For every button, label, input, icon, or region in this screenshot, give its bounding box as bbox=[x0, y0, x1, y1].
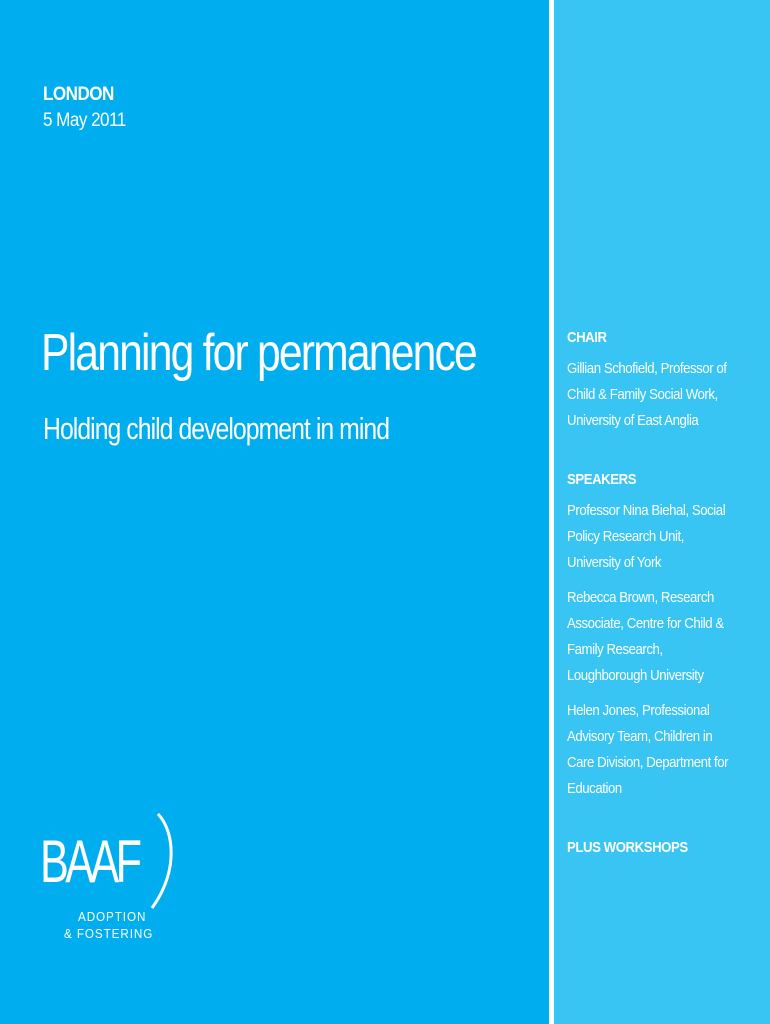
speaker-list bbox=[567, 325, 757, 866]
page-subtitle: Holding child development in mind bbox=[43, 411, 390, 446]
speakers-heading: SPEAKERS bbox=[567, 471, 637, 488]
logo-wordmark: BAAF bbox=[40, 828, 139, 895]
page-title: Planning for permanence bbox=[41, 324, 476, 382]
event-location-date bbox=[43, 82, 126, 134]
logo-tagline-fostering: & FOSTERING bbox=[64, 926, 154, 941]
event-date: 5 May 2011 bbox=[43, 110, 126, 131]
speaker-item: Helen Jones, Professional Advisory Team, Children in Care Division, Department for Education bbox=[567, 702, 729, 797]
chair-heading: CHAIR bbox=[567, 329, 607, 346]
speaker-item: Rebecca Brown, Research Associate, Centre for Child & Family Research, Loughborough University bbox=[567, 589, 724, 684]
speaker-item: Professor Nina Biehal, Social Policy Research Unit, University of York bbox=[567, 502, 726, 571]
logo-tagline-adoption: ADOPTION bbox=[78, 909, 147, 924]
baaf-logo bbox=[40, 812, 180, 947]
workshops-label: PLUS WORKSHOPS bbox=[567, 839, 688, 856]
chair-name: Gillian Schofield, Professor of Child & Family Social Work, University of East Anglia bbox=[567, 360, 727, 429]
event-city: LONDON bbox=[43, 84, 114, 105]
